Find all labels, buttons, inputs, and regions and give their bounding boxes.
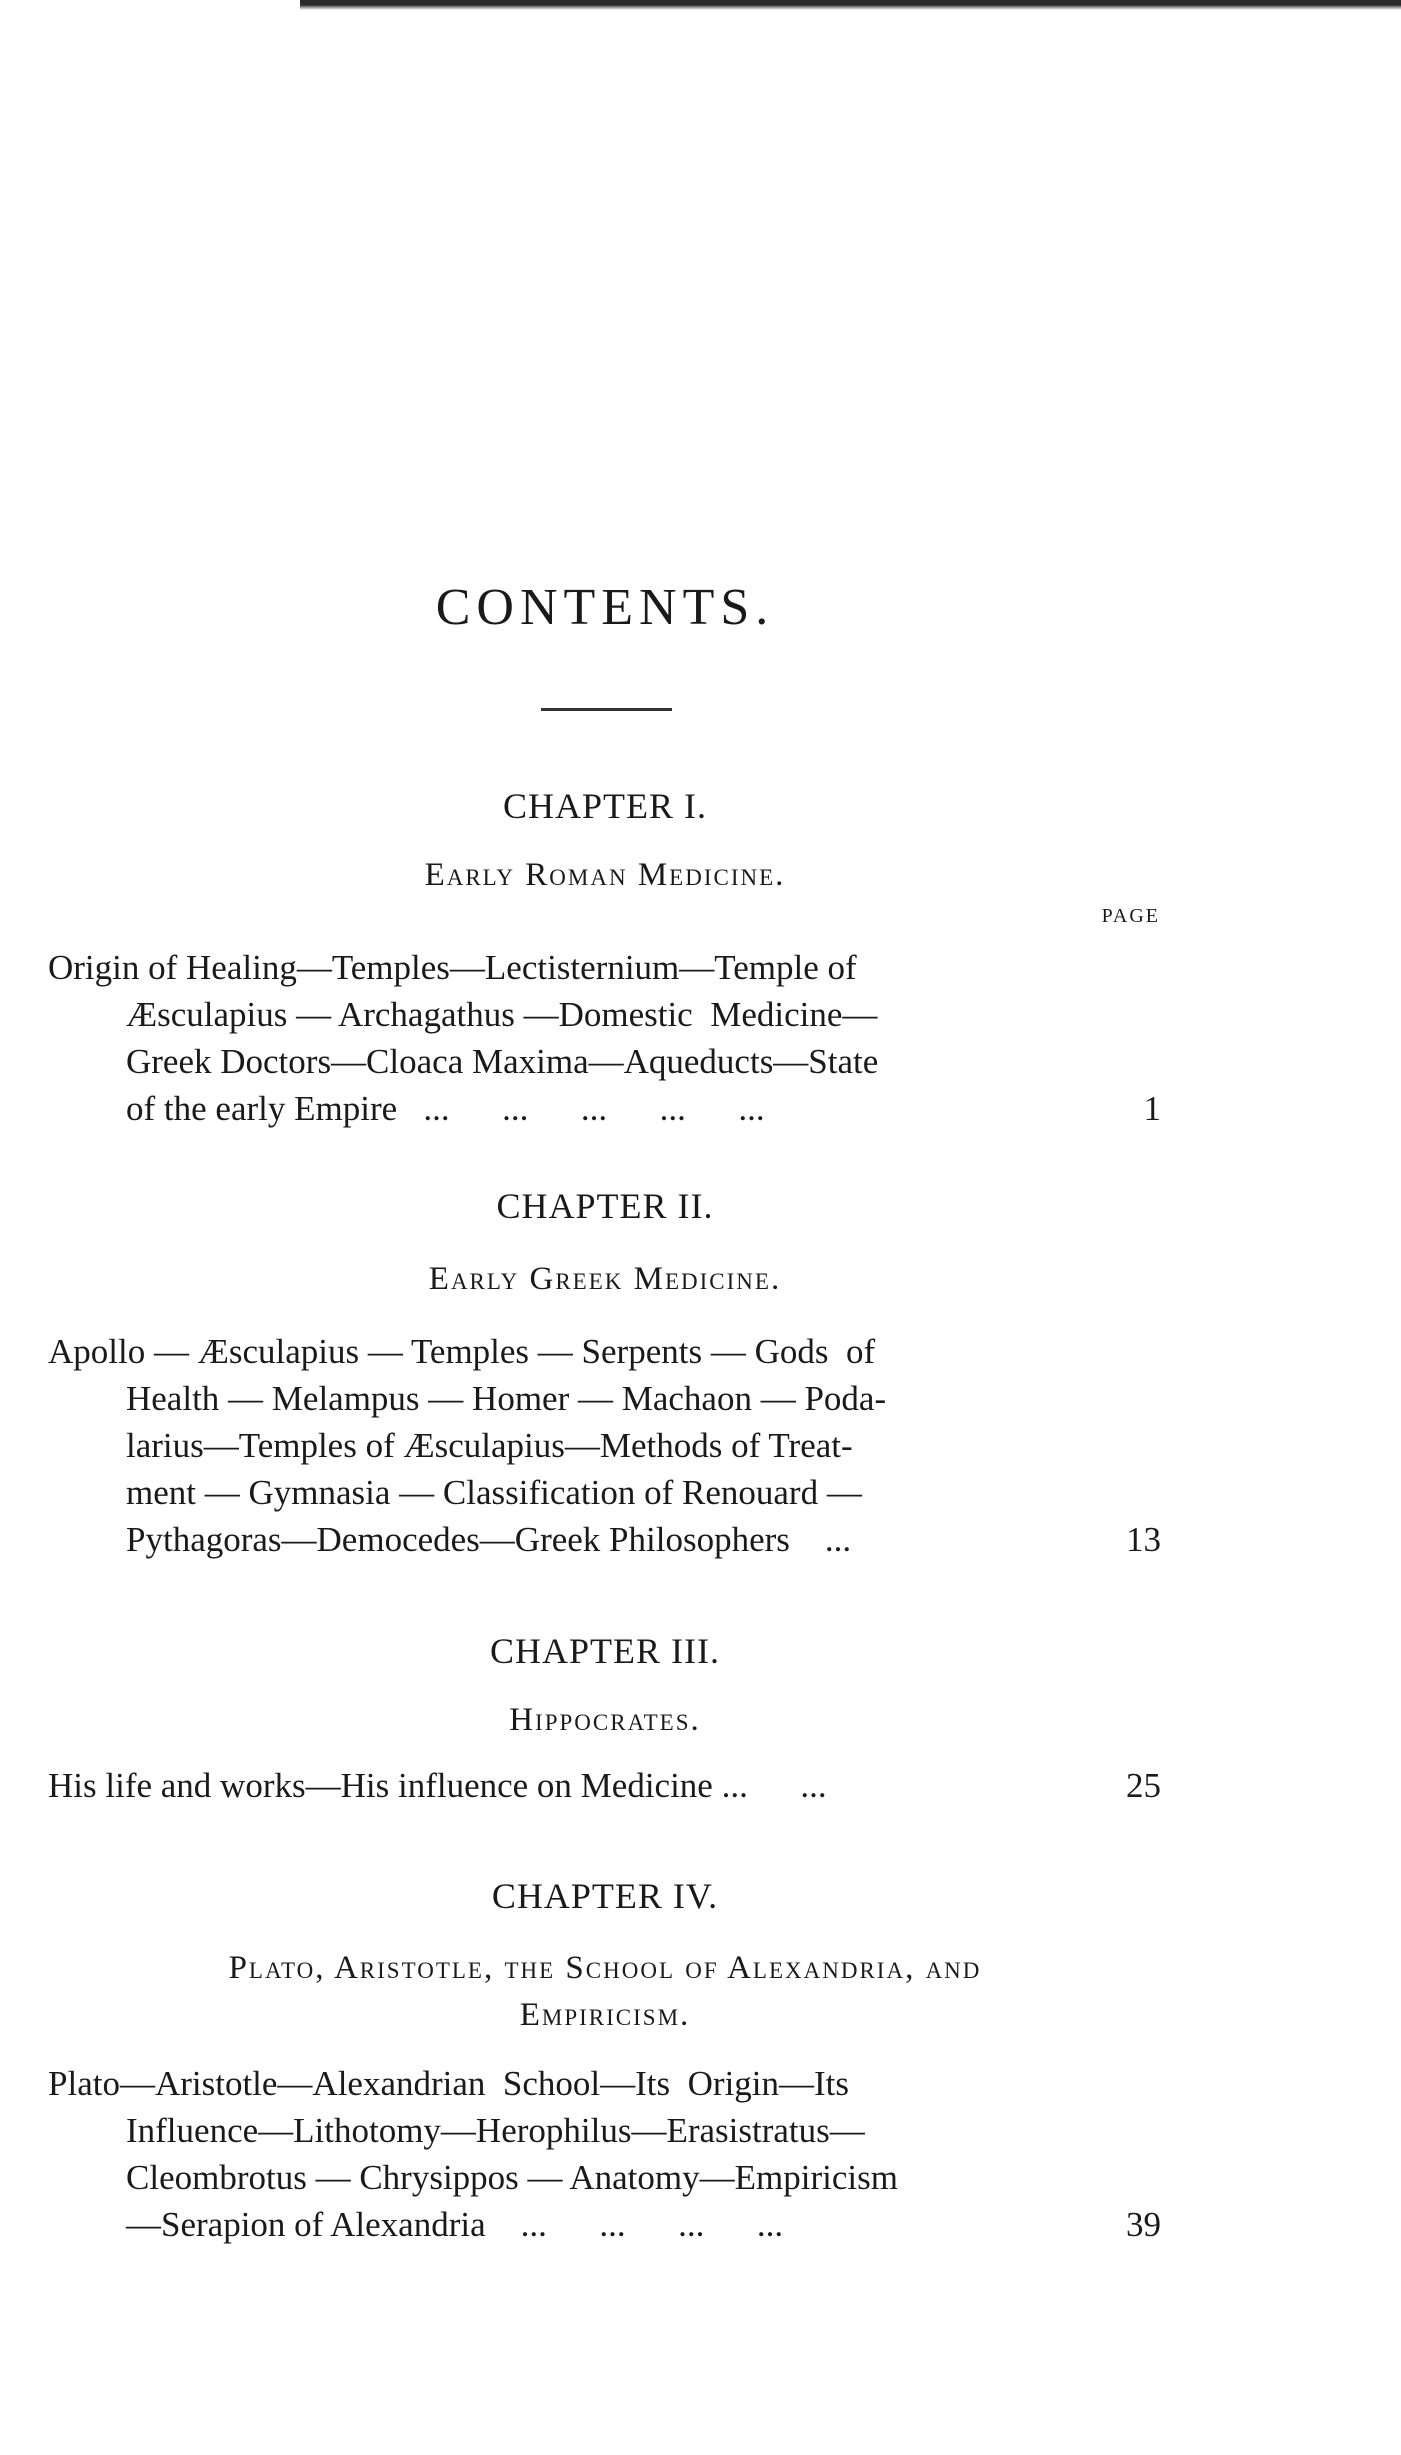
- chapter-1-line-4: of the early Empire ... ... ... ... ...: [126, 1089, 765, 1128]
- chapter-1-entry: [48, 944, 1058, 1132]
- chapter-4-heading: CHAPTER IV.: [491, 1876, 719, 1916]
- chapter-2-line-5: Pythagoras—Democedes—Greek Philosophers ...: [126, 1520, 852, 1559]
- top-border-rule: [300, 0, 1401, 10]
- chapter-2-line-2: Health — Melampus — Homer — Machaon — Poda-: [126, 1379, 887, 1418]
- chapter-3-heading: CHAPTER III.: [490, 1631, 720, 1671]
- chapter-3-line-1: His life and works—His influence on Medicine ... ...: [48, 1766, 827, 1805]
- chapter-1-page-number: 1: [1143, 1089, 1161, 1128]
- page-title: CONTENTS.: [435, 579, 775, 636]
- chapter-2-page-number: 13: [1126, 1520, 1161, 1559]
- chapter-1-line-3: Greek Doctors—Cloaca Maxima—Aqueducts—State: [126, 1042, 879, 1081]
- title-divider: [541, 708, 672, 711]
- chapter-1-heading: CHAPTER I.: [502, 786, 707, 826]
- chapter-4-subtitle-line-1: Plato, Aristotle, the School of Alexandria, and: [228, 1950, 982, 1986]
- chapter-3-entry: [48, 1762, 1058, 1809]
- chapter-4-subtitle-line-2: Empiricism.: [519, 1997, 691, 2033]
- chapter-2-line-3: larius—Temples of Æsculapius—Methods of Treat-: [126, 1426, 853, 1465]
- chapter-1-line-2: Æsculapius — Archagathus —Domestic Medicine—: [126, 995, 878, 1034]
- chapter-1-line-1: Origin of Healing—Temples—Lectisternium—Temple of: [48, 948, 857, 987]
- chapter-2-entry: [48, 1328, 1058, 1563]
- chapter-2-heading: CHAPTER II.: [496, 1186, 714, 1226]
- chapter-4-entry: [48, 2060, 1058, 2248]
- chapter-2-line-1: Apollo — Æsculapius — Temples — Serpents — Gods of: [48, 1332, 876, 1371]
- chapter-4-line-1: Plato—Aristotle—Alexandrian School—Its Origin—Its: [48, 2064, 850, 2103]
- chapter-2-subtitle: Early Greek Medicine.: [428, 1261, 782, 1297]
- chapter-4-line-4: —Serapion of Alexandria ... ... ... ...: [126, 2205, 784, 2244]
- chapter-4-line-3: Cleombrotus — Chrysippos — Anatomy—Empiricism: [126, 2158, 898, 2197]
- chapter-1-subtitle: Early Roman Medicine.: [424, 857, 786, 893]
- chapter-4-page-number: 39: [1126, 2205, 1161, 2244]
- chapter-3-subtitle: Hippocrates.: [509, 1702, 701, 1738]
- chapter-3-page-number: 25: [1126, 1766, 1161, 1805]
- page-column-label: PAGE: [1101, 905, 1160, 927]
- chapter-2-line-4: ment — Gymnasia — Classification of Renouard —: [126, 1473, 862, 1512]
- chapter-4-subtitle: [0, 1945, 1210, 2039]
- chapter-4-line-2: Influence—Lithotomy—Herophilus—Erasistratus—: [126, 2111, 865, 2150]
